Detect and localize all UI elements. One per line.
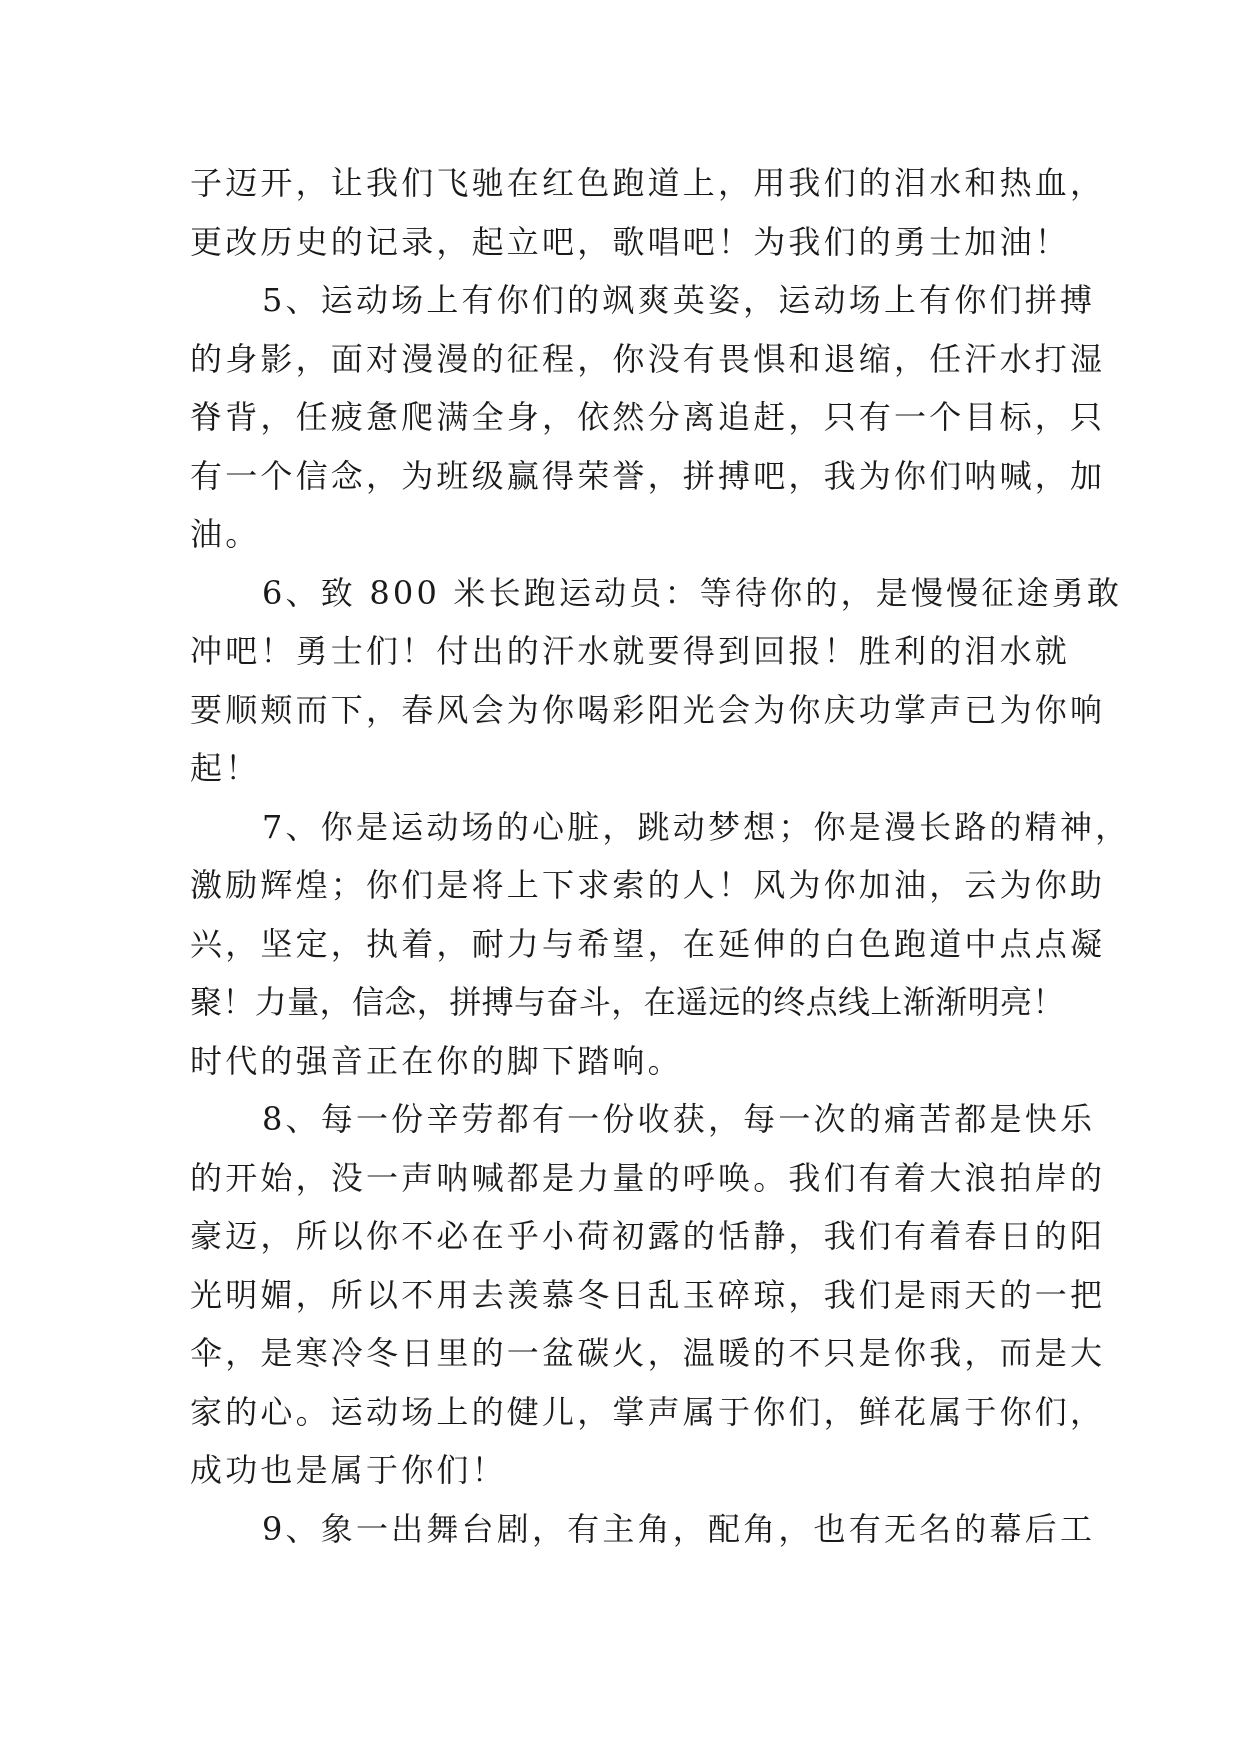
paragraph-item-9 bbox=[190, 1500, 1096, 1559]
text-line: 子迈开，让我们飞驰在红色跑道上，用我们的泪水和热血， bbox=[190, 164, 1106, 202]
text-line: 的身影，面对漫漫的征程，你没有畏惧和退缩，任汗水打湿 bbox=[190, 339, 1106, 378]
text-line: 5、运动场上有你们的飒爽英姿，运动场上有你们拼搏 bbox=[262, 281, 1096, 319]
text-line: 更改历史的记录，起立吧，歌唱吧！为我们的勇士加油！ bbox=[190, 222, 1071, 261]
paragraph-item-8 bbox=[190, 1090, 1106, 1500]
text-line: 起！ bbox=[190, 749, 261, 787]
text-line: 伞，是寒冷冬日里的一盆碳火，温暖的不只是你我，而是大 bbox=[190, 1334, 1106, 1372]
paragraph-item-6 bbox=[190, 564, 1123, 798]
text-line: 有一个信念，为班级赢得荣誉，拼搏吧，我为你们呐喊，加 bbox=[190, 456, 1106, 495]
text-line: 豪迈，所以你不必在乎小荷初露的恬静，我们有着春日的阳 bbox=[190, 1217, 1106, 1255]
text-line: 兴，坚定，执着，耐力与希望，在延伸的白色跑道中点点凝 bbox=[190, 924, 1106, 963]
text-line: 家的心。运动场上的健儿，掌声属于你们，鲜花属于你们， bbox=[190, 1392, 1106, 1431]
text-line: 脊背，任疲惫爬满全身，依然分离追赶，只有一个目标，只 bbox=[190, 398, 1106, 436]
paragraph-item-7 bbox=[190, 798, 1131, 1091]
document-body bbox=[190, 154, 1131, 1558]
text-line: 冲吧！勇士们！付出的汗水就要得到回报！胜利的泪水就 bbox=[190, 632, 1071, 670]
text-line: 6、致 800 米长跑运动员：等待你的，是慢慢征途勇敢 bbox=[262, 573, 1123, 612]
text-line: 时代的强音正在你的脚下踏响。 bbox=[190, 1041, 683, 1080]
text-line: 激励辉煌；你们是将上下求索的人！风为你加油，云为你助 bbox=[190, 866, 1106, 904]
text-line: 的开始，没一声呐喊都是力量的呼唤。我们有着大浪拍岸的 bbox=[190, 1158, 1106, 1197]
text-line: 8、每一份辛劳都有一份收获，每一次的痛苦都是快乐 bbox=[262, 1100, 1096, 1138]
text-line: 9、象一出舞台剧，有主角，配角，也有无名的幕后工 bbox=[262, 1509, 1096, 1548]
paragraph-continuation bbox=[190, 154, 1106, 271]
paragraph-item-5 bbox=[190, 271, 1106, 564]
text-line: 成功也是属于你们！ bbox=[190, 1451, 507, 1489]
text-line: 光明媚，所以不用去羡慕冬日乱玉碎琼，我们是雨天的一把 bbox=[190, 1275, 1106, 1314]
text-line: 油。 bbox=[190, 515, 261, 553]
text-line: 聚！力量，信念，拼搏与奋斗，在遥远的终点线上渐渐明亮！ bbox=[190, 983, 1065, 1021]
text-line: 7、你是运动场的心脏，跳动梦想；你是漫长路的精神， bbox=[262, 807, 1131, 846]
text-line: 要顺颊而下，春风会为你喝彩阳光会为你庆功掌声已为你响 bbox=[190, 690, 1106, 729]
